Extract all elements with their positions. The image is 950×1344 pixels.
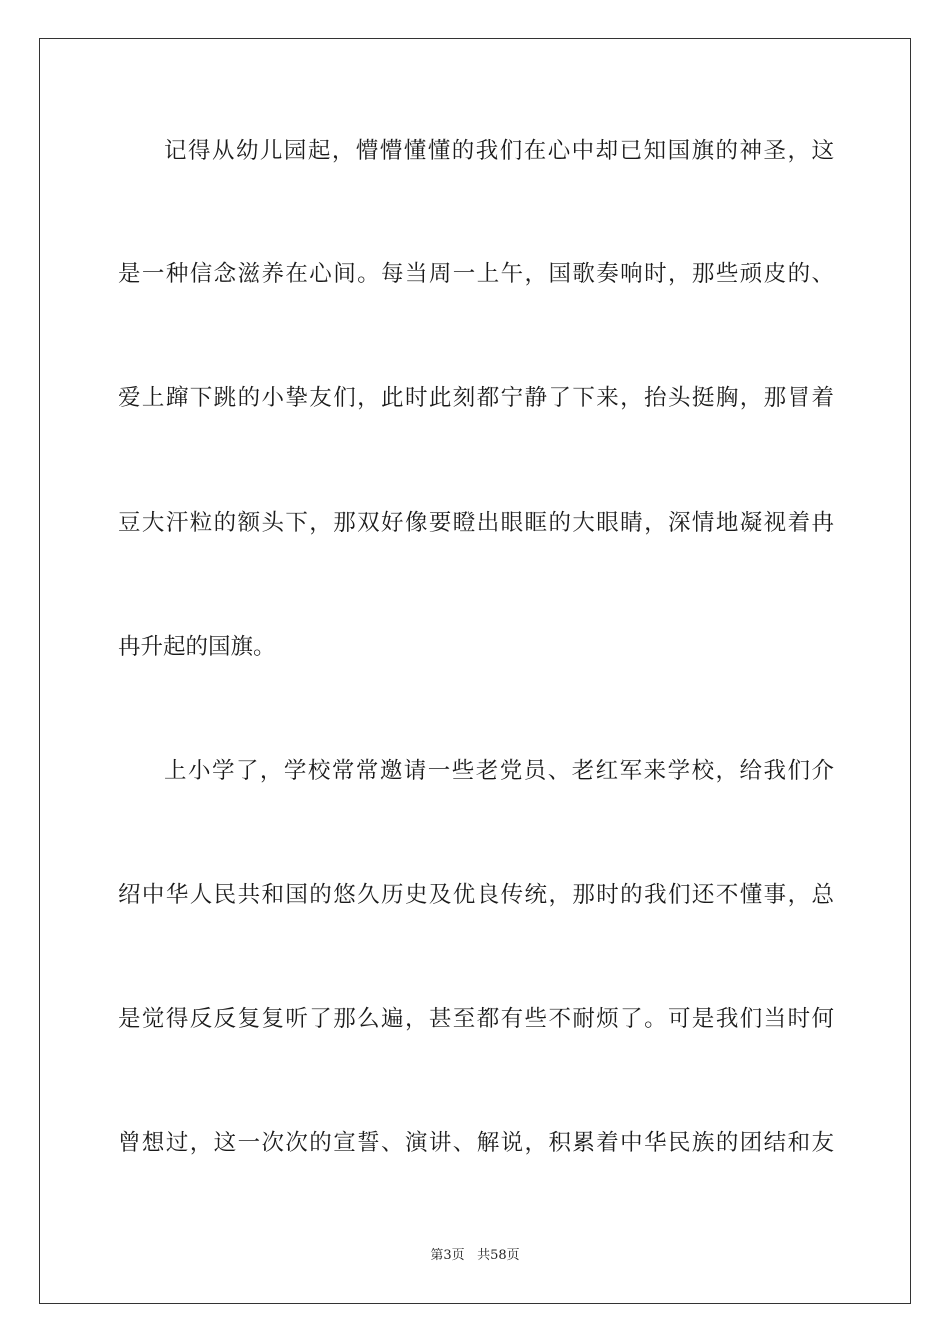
page-total: 共58页	[477, 1248, 520, 1263]
paragraph-2-line-3: 是觉得反反复复听了那么遍，甚至都有些不耐烦了。可是我们当时何	[118, 1006, 834, 1032]
page-footer	[0, 1248, 950, 1264]
paragraph-1-line-3: 爱上蹿下跳的小挚友们，此时此刻都宁静了下来，抬头挺胸，那冒着	[118, 385, 834, 411]
paragraph-1-line-4: 豆大汗粒的额头下，那双好像要瞪出眼眶的大眼睛，深情地凝视着冉	[118, 510, 834, 536]
paragraph-1-line-5: 冉升起的国旗。	[118, 634, 276, 660]
paragraph-2-line-4: 曾想过，这一次次的宣誓、演讲、解说，积累着中华民族的团结和友	[118, 1130, 834, 1156]
paragraph-2-line-1: 上小学了，学校常常邀请一些老党员、老红军来学校，给我们介	[164, 758, 834, 784]
paragraph-1-line-1: 记得从幼儿园起，懵懵懂懂的我们在心中却已知国旗的神圣，这	[164, 138, 834, 164]
page-number: 第3页	[430, 1248, 465, 1263]
paragraph-2-line-2: 绍中华人民共和国的悠久历史及优良传统，那时的我们还不懂事，总	[118, 882, 834, 908]
page-border	[39, 38, 911, 1304]
paragraph-1-line-2: 是一种信念滋养在心间。每当周一上午，国歌奏响时，那些顽皮的、	[118, 261, 834, 287]
